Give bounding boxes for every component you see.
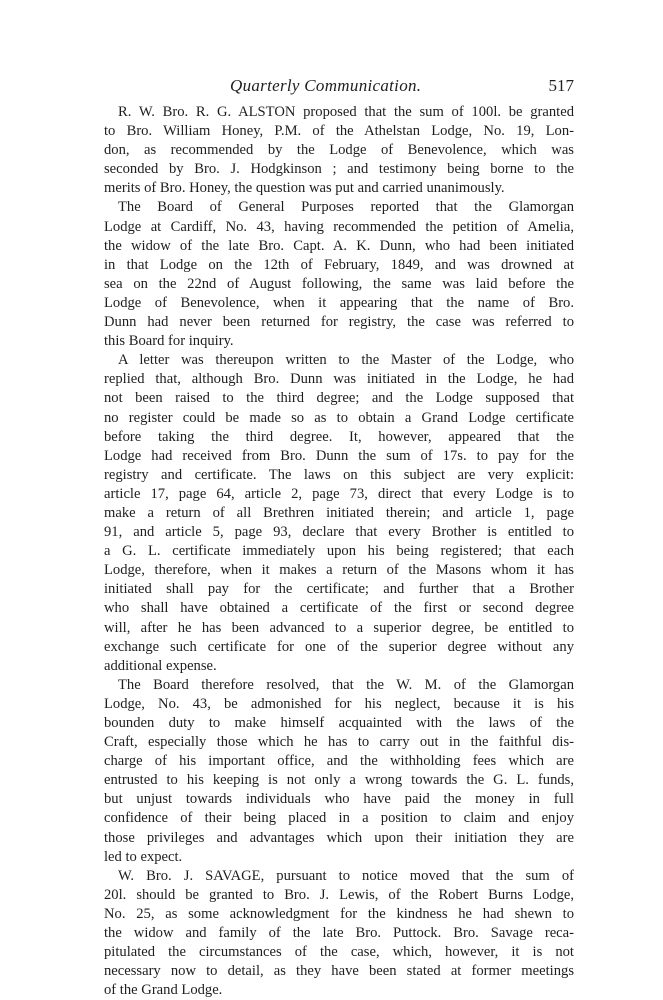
text-line: Lodge, No. 43, be admonished for his neglect, because it is his [104, 695, 574, 712]
text-line: charge of his important office, and the withholding fees which are [104, 753, 574, 770]
text-line: not been raised to the third degree; and the Lodge supposed that [104, 390, 574, 407]
text-line: additional expense. [104, 657, 217, 674]
text-line: but unjust towards individuals who have paid the money in full [104, 791, 574, 808]
page-number: 517 [548, 76, 574, 95]
text-line: initiated shall pay for the certificate; and further that a Brother [104, 581, 574, 598]
text-line: the widow of the late Bro. Capt. A. K. Dunn, who had been initiated [104, 237, 574, 254]
text-line: Lodge at Cardiff, No. 43, having recommended the petition of Amelia, [104, 218, 574, 235]
text-line: replied that, although Bro. Dunn was initiated in the Lodge, he had [104, 371, 574, 388]
text-line: Lodge, therefore, when it makes a return of the Masons whom it has [104, 562, 574, 579]
text-line: Lodge of Benevolence, when it appearing that the name of Bro. [104, 294, 574, 311]
text-line: registry and certificate. The laws on this subject are very explicit: [104, 466, 574, 483]
text-line: those privileges and advantages which upon their initiation they are [104, 829, 574, 846]
text-line: Dunn had never been returned for registry, the case was referred to [104, 314, 574, 331]
text-line: in that Lodge on the 12th of February, 1849, and was drowned at [104, 256, 574, 273]
text-line: 20l. should be granted to Bro. J. Lewis, of the Robert Burns Lodge, [104, 886, 574, 903]
text-line: necessary now to detail, as they have been stated at former meetings [104, 963, 574, 980]
text-line: W. Bro. J. SAVAGE, pursuant to notice moved that the sum of [118, 867, 574, 884]
text-line: merits of Bro. Honey, the question was put and carried unanimously. [104, 180, 505, 197]
text-line: pitulated the circumstances of the case, which, however, it is not [104, 944, 574, 961]
text-line: confidence of their being placed in a position to claim and enjoy [104, 810, 574, 827]
text-line: led to expect. [104, 848, 183, 865]
text-line: The Board of General Purposes reported that the Glamorgan [118, 199, 574, 216]
text-line: 91, and article 5, page 93, declare that every Brother is entitled to [104, 524, 574, 541]
text-line: the widow and family of the late Bro. Puttock. Bro. Savage reca- [104, 925, 574, 942]
text-line: No. 25, as some acknowledgment for the kindness he had shewn to [104, 905, 574, 922]
text-line: of the Grand Lodge. [104, 982, 223, 999]
text-line: entrusted to his keeping is not only a wrong towards the G. L. funds, [104, 772, 574, 789]
text-line: will, after he has been advanced to a superior degree, be entitled to [104, 619, 574, 636]
text-line: to Bro. William Honey, P.M. of the Athelstan Lodge, No. 19, Lon- [104, 123, 574, 140]
text-line: A letter was thereupon written to the Master of the Lodge, who [118, 352, 574, 369]
text-line: Craft, especially those which he has to carry out in the faithful dis- [104, 734, 574, 751]
text-line: make a return of all Brethren initiated therein; and article 1, page [104, 504, 574, 521]
text-line: bounden duty to make himself acquainted with the laws of the [104, 715, 574, 731]
text-line: no register could be made so as to obtain a Grand Lodge certificate [104, 409, 574, 426]
text-line: don, as recommended by the Lodge of Benevolence, which was [104, 142, 574, 159]
text-line: who shall have obtained a certificate of the first or second degree [104, 600, 574, 617]
text-line: exchange such certificate for one of the superior degree without any [104, 638, 574, 655]
running-title: Quarterly Communication. [230, 76, 422, 95]
text-line: before taking the third degree. It, however, appeared that the [104, 428, 574, 445]
text-line: R. W. Bro. R. G. ALSTON proposed that the sum of 100l. be granted [118, 104, 574, 120]
text-line: The Board therefore resolved, that the W. M. of the Glamorgan [118, 676, 574, 693]
text-line: sea on the 22nd of August following, the same was laid before the [104, 275, 574, 292]
text-line: seconded by Bro. J. Hodgkinson ; and testimony being borne to the [104, 161, 574, 178]
text-line: a G. L. certificate immediately upon his being registered; that each [104, 543, 574, 560]
text-line: article 17, page 64, article 2, page 73, direct that every Lodge is to [104, 485, 574, 502]
running-head [104, 76, 574, 98]
text-line: this Board for inquiry. [104, 333, 234, 350]
text-line: Lodge had received from Bro. Dunn the sum of 17s. to pay for the [104, 447, 574, 464]
body-text [104, 103, 574, 1000]
